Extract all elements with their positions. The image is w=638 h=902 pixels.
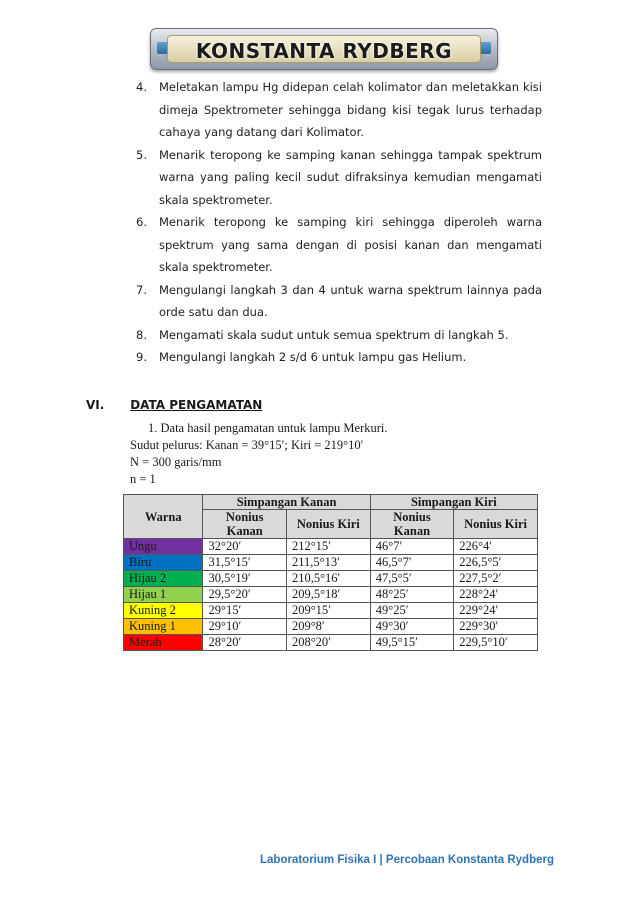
section-title: DATA PENGAMATAN bbox=[130, 398, 263, 412]
table-cell: 229°30′ bbox=[454, 619, 538, 635]
step-number: 7. bbox=[136, 282, 147, 297]
table-cell: 31,5°15′ bbox=[203, 555, 286, 571]
color-swatch-cell: Ungu bbox=[124, 539, 203, 555]
table-cell: 212°15′ bbox=[286, 539, 370, 555]
table-cell: 211,5°13′ bbox=[286, 555, 370, 571]
header-simpangan-kiri: Simpangan Kiri bbox=[370, 495, 537, 510]
step-number: 6. bbox=[136, 215, 147, 229]
table-row bbox=[124, 619, 538, 635]
step-text: Mengulangi langkah 2 s/d 6 untuk lampu gas Helium. bbox=[159, 350, 467, 364]
page-footer: Laboratorium Fisika I | Percobaan Konstanta Rydberg bbox=[260, 854, 554, 866]
procedure-steps bbox=[130, 76, 542, 369]
table-cell: 209°8′ bbox=[286, 619, 370, 635]
table-cell: 28°20′ bbox=[203, 635, 286, 651]
color-swatch-cell: Biru bbox=[124, 555, 203, 571]
table-cell: 226°4′ bbox=[454, 539, 538, 555]
step-text: Meletakan lampu Hg didepan celah kolimator dan meletakkan kisi dimeja Spektrometer sehingga bidang kisi tegak lurus terhadap cahaya yang datang dari Kolimator. bbox=[159, 80, 542, 139]
step-text: Menarik teropong ke samping kanan sehingga tampak spektrum warna yang paling kecil sudut difraksinya kemudian mengamati skala spektrometer. bbox=[159, 147, 542, 207]
table-cell: 229,5°10′ bbox=[454, 635, 538, 651]
section-heading bbox=[86, 398, 262, 412]
info-grating-density: N = 300 garis/mm bbox=[130, 455, 222, 469]
table-cell: 49,5°15′ bbox=[370, 635, 453, 651]
info-order: n = 1 bbox=[130, 472, 156, 486]
color-swatch-cell: Hijau 1 bbox=[124, 587, 203, 603]
table-cell: 229°24′ bbox=[454, 603, 538, 619]
banner-plate bbox=[167, 35, 481, 63]
table-row bbox=[124, 587, 538, 603]
list-item bbox=[130, 76, 542, 144]
table-cell: 30,5°19′ bbox=[203, 571, 286, 587]
table-cell: 49°25′ bbox=[370, 603, 453, 619]
table-cell: 29°15′ bbox=[203, 603, 286, 619]
color-swatch-cell: Merah bbox=[124, 635, 203, 651]
table-cell: 32°20′ bbox=[203, 539, 286, 555]
header-nonius-kiri: Nonius Kiri bbox=[286, 510, 370, 539]
section-number: VI. bbox=[86, 398, 105, 412]
color-swatch-cell: Kuning 1 bbox=[124, 619, 203, 635]
step-number: 8. bbox=[136, 327, 147, 342]
table-cell: 227,5°2′ bbox=[454, 571, 538, 587]
table-row bbox=[124, 603, 538, 619]
observation-table bbox=[123, 494, 538, 651]
table-cell: 46°7′ bbox=[370, 539, 453, 555]
list-item bbox=[130, 211, 542, 279]
header-simpangan-kanan: Simpangan Kanan bbox=[203, 495, 370, 510]
table-cell: 29°10′ bbox=[203, 619, 286, 635]
color-swatch-cell: Hijau 2 bbox=[124, 571, 203, 587]
table-cell: 29,5°20′ bbox=[203, 587, 286, 603]
table-cell: 226,5°5′ bbox=[454, 555, 538, 571]
header-nonius-kanan: Nonius Kanan bbox=[203, 510, 286, 539]
step-number: 5. bbox=[136, 147, 147, 162]
list-item bbox=[130, 144, 542, 212]
step-text: Mengulangi langkah 3 dan 4 untuk warna spektrum lainnya pada orde satu dan dua. bbox=[159, 282, 542, 319]
table-cell: 47,5°5′ bbox=[370, 571, 453, 587]
table-row bbox=[124, 571, 538, 587]
list-item bbox=[130, 279, 542, 324]
table-cell: 228°24′ bbox=[454, 587, 538, 603]
info-item: 1. Data hasil pengamatan untuk lampu Merkuri. bbox=[148, 421, 388, 435]
step-text: Mengamati skala sudut untuk semua spektrum di langkah 5. bbox=[159, 327, 509, 342]
header-warna: Warna bbox=[124, 495, 203, 539]
header-nonius-kanan-2: Nonius Kanan bbox=[370, 510, 453, 539]
step-text: Menarik teropong ke samping kiri sehingga diperoleh warna spektrum yang sama dengan di posisi kanan dan mengamati skala spektrometer. bbox=[159, 215, 542, 274]
list-item bbox=[130, 346, 542, 369]
step-number: 4. bbox=[136, 80, 147, 94]
table-row bbox=[124, 539, 538, 555]
table-cell: 209,5°18′ bbox=[286, 587, 370, 603]
header-banner bbox=[150, 28, 498, 70]
list-item bbox=[130, 324, 542, 347]
step-number: 9. bbox=[136, 350, 147, 364]
table-cell: 208°20′ bbox=[286, 635, 370, 651]
observation-info bbox=[130, 420, 388, 488]
color-swatch-cell: Kuning 2 bbox=[124, 603, 203, 619]
table-cell: 46,5°7′ bbox=[370, 555, 453, 571]
table-cell: 210,5°16′ bbox=[286, 571, 370, 587]
table-cell: 49°30′ bbox=[370, 619, 453, 635]
table-row bbox=[124, 635, 538, 651]
table-cell: 48°25′ bbox=[370, 587, 453, 603]
info-sudut-pelurus: Sudut pelurus: Kanan = 39°15′; Kiri = 219°10′ bbox=[130, 438, 364, 452]
header-nonius-kiri-2: Nonius Kiri bbox=[454, 510, 538, 539]
page-title: KONSTANTA RYDBERG bbox=[195, 39, 453, 63]
table-row bbox=[124, 555, 538, 571]
table-cell: 209°15′ bbox=[286, 603, 370, 619]
